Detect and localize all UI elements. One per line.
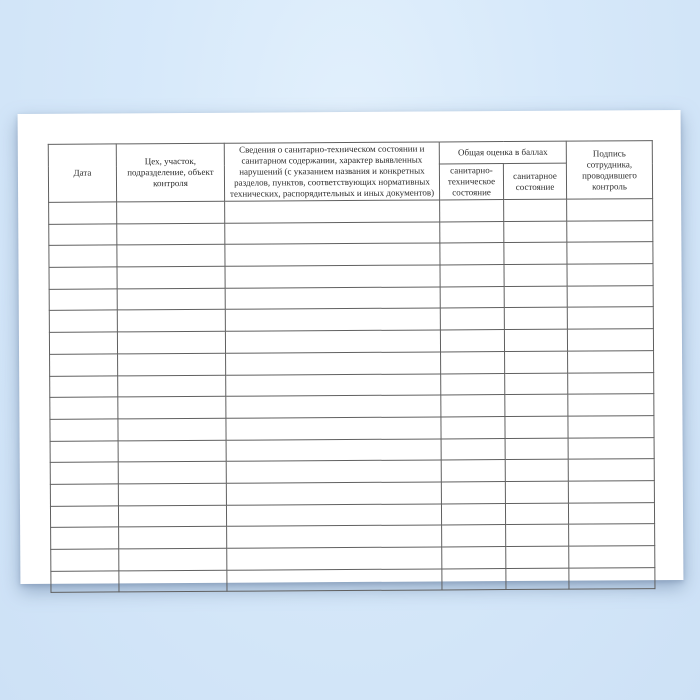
empty-cell (119, 527, 227, 549)
empty-cell (117, 201, 225, 223)
empty-cell (50, 354, 118, 376)
empty-cell (441, 351, 505, 373)
empty-cell (119, 570, 227, 592)
empty-cell (49, 332, 117, 354)
empty-cell (504, 264, 567, 286)
empty-cell (225, 330, 440, 353)
empty-cell (225, 200, 440, 223)
empty-cell (50, 506, 118, 528)
control-journal-table (48, 140, 656, 593)
empty-cell (504, 329, 567, 351)
empty-cell (568, 502, 654, 524)
empty-cell (51, 571, 119, 593)
empty-cell (226, 395, 441, 418)
empty-cell (118, 440, 226, 462)
empty-cell (441, 460, 505, 482)
empty-cell (225, 308, 440, 331)
empty-cell (227, 525, 442, 548)
empty-cell (49, 310, 117, 332)
empty-cell (569, 524, 655, 546)
empty-cell (569, 546, 655, 568)
empty-cell (567, 220, 653, 242)
col-header-details: Сведения о санитарно-техническом состоянии и санитарном содержании, характер выявленных нарушений (с указанием названия и конкретных разделов, пунктов, соответствующих нормативных технических, распорядительных и иных документов) (224, 142, 439, 201)
empty-cell (117, 245, 225, 267)
empty-cell (117, 223, 225, 245)
journal-rows (49, 199, 655, 593)
col-header-date: Дата (48, 144, 116, 202)
table-row (51, 567, 655, 592)
empty-cell (226, 373, 441, 396)
col-header-signature: Подпись сотрудника, проводившего контроль (566, 141, 652, 200)
empty-cell (441, 395, 505, 417)
empty-cell (442, 547, 506, 569)
empty-cell (49, 245, 117, 267)
empty-cell (506, 546, 569, 568)
empty-cell (440, 330, 504, 352)
empty-cell (118, 483, 226, 505)
empty-cell (504, 243, 567, 265)
col-header-tech-state: санитарно-техническое состояние (439, 164, 503, 200)
empty-cell (225, 222, 440, 245)
empty-cell (49, 202, 117, 224)
empty-cell (118, 462, 226, 484)
empty-cell (227, 547, 442, 570)
empty-cell (569, 567, 655, 589)
empty-cell (440, 221, 504, 243)
empty-cell (118, 505, 226, 527)
empty-cell (568, 481, 654, 503)
empty-cell (442, 568, 506, 590)
empty-cell (51, 527, 119, 549)
empty-cell (49, 267, 117, 289)
empty-cell (568, 350, 654, 372)
empty-cell (118, 418, 226, 440)
empty-cell (441, 503, 505, 525)
empty-cell (50, 397, 118, 419)
empty-cell (568, 416, 654, 438)
empty-cell (227, 569, 442, 592)
empty-cell (49, 289, 117, 311)
empty-cell (441, 438, 505, 460)
empty-cell (50, 484, 118, 506)
empty-cell (568, 459, 654, 481)
empty-cell (567, 242, 653, 264)
empty-cell (505, 438, 568, 460)
table-header (48, 141, 652, 203)
empty-cell (226, 460, 441, 483)
empty-cell (226, 439, 441, 462)
empty-cell (442, 525, 506, 547)
col-header-unit: Цех, участок, подразделение, объект контроля (116, 143, 224, 202)
empty-cell (118, 375, 226, 397)
empty-cell (51, 549, 119, 571)
empty-cell (440, 308, 504, 330)
col-header-sanitary-state: санитарное состояние (503, 163, 566, 199)
empty-cell (567, 307, 653, 329)
empty-cell (505, 416, 568, 438)
empty-cell (504, 221, 567, 243)
empty-cell (117, 266, 225, 288)
empty-cell (505, 351, 568, 373)
empty-cell (505, 394, 568, 416)
empty-cell (117, 310, 225, 332)
empty-cell (440, 243, 504, 265)
empty-cell (505, 459, 568, 481)
empty-cell (567, 329, 653, 351)
empty-cell (440, 286, 504, 308)
empty-cell (50, 375, 118, 397)
empty-cell (226, 417, 441, 440)
paper-sheet (18, 110, 684, 584)
empty-cell (505, 481, 568, 503)
empty-cell (567, 285, 653, 307)
empty-cell (119, 548, 227, 570)
empty-cell (118, 396, 226, 418)
empty-cell (225, 287, 440, 310)
empty-cell (504, 286, 567, 308)
empty-cell (441, 373, 505, 395)
empty-cell (225, 243, 440, 266)
empty-cell (504, 308, 567, 330)
empty-cell (117, 331, 225, 353)
empty-cell (441, 416, 505, 438)
empty-cell (441, 481, 505, 503)
empty-cell (50, 462, 118, 484)
empty-cell (440, 200, 504, 222)
empty-cell (568, 372, 654, 394)
empty-cell (568, 437, 654, 459)
empty-cell (226, 482, 441, 505)
empty-cell (225, 265, 440, 288)
empty-cell (50, 419, 118, 441)
empty-cell (504, 199, 567, 221)
empty-cell (440, 265, 504, 287)
empty-cell (567, 264, 653, 286)
empty-cell (118, 353, 226, 375)
empty-cell (506, 524, 569, 546)
empty-cell (49, 224, 117, 246)
empty-cell (567, 199, 653, 221)
empty-cell (505, 503, 568, 525)
empty-cell (506, 568, 569, 590)
empty-cell (226, 504, 441, 527)
empty-cell (50, 440, 118, 462)
empty-cell (505, 373, 568, 395)
empty-cell (117, 288, 225, 310)
empty-cell (568, 394, 654, 416)
col-header-score-group: Общая оценка в баллах (439, 141, 566, 164)
empty-cell (226, 352, 441, 375)
